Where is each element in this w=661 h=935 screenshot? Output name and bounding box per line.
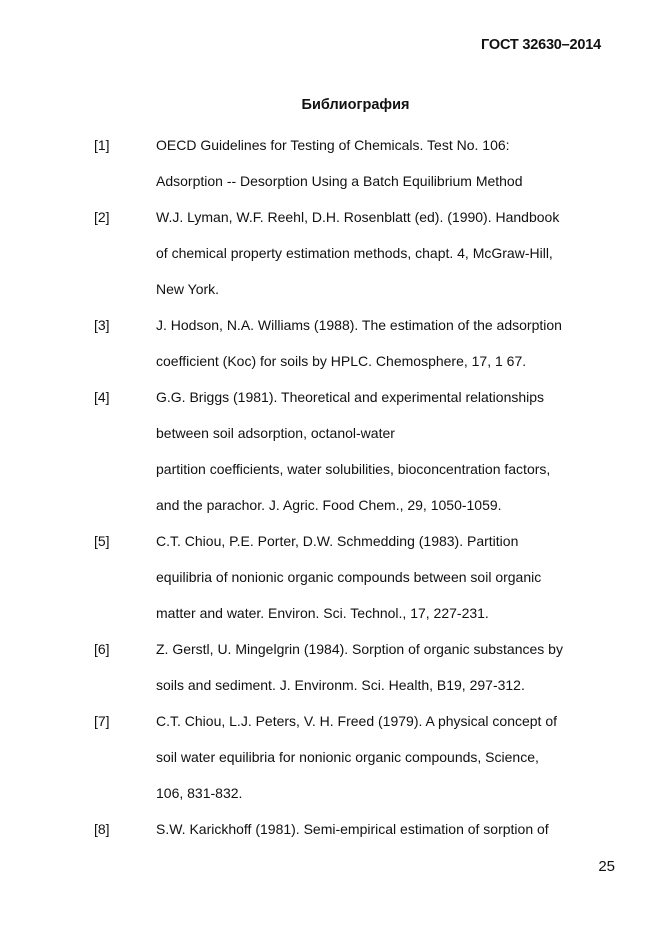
reference-number: [4] — [94, 389, 110, 405]
reference-text-line: and the parachor. J. Agric. Food Chem., 29, 1050-1059. — [156, 497, 502, 513]
reference-text-line: C.T. Chiou, P.E. Porter, D.W. Schmedding (1983). Partition — [156, 533, 519, 549]
reference-number: [1] — [94, 137, 110, 153]
reference-number: [6] — [94, 641, 110, 657]
reference-text — [156, 631, 626, 703]
reference-text-line: matter and water. Environ. Sci. Technol., 17, 227-231. — [156, 605, 489, 621]
reference-item — [0, 127, 661, 199]
reference-text — [156, 127, 626, 199]
reference-text-line: Z. Gerstl, U. Mingelgrin (1984). Sorption of organic substances by — [156, 641, 563, 657]
reference-number: [3] — [94, 317, 110, 333]
reference-item — [0, 811, 661, 847]
reference-text — [156, 523, 626, 631]
reference-text — [156, 307, 626, 379]
reference-item — [0, 307, 661, 379]
reference-text-line: partition coefficients, water solubilities, bioconcentration factors, — [156, 461, 551, 477]
section-title: Библиография — [301, 97, 410, 113]
reference-text-line: New York. — [156, 281, 220, 297]
reference-item — [0, 631, 661, 703]
reference-text-line: J. Hodson, N.A. Williams (1988). The estimation of the adsorption — [156, 317, 562, 333]
reference-text-line: equilibria of nonionic organic compounds between soil organic — [156, 569, 542, 585]
reference-text-line: C.T. Chiou, L.J. Peters, V. H. Freed (1979). A physical concept of — [156, 713, 558, 729]
reference-number: [7] — [94, 713, 110, 729]
reference-text-line: S.W. Karickhoff (1981). Semi-empirical estimation of sorption of — [156, 821, 549, 837]
reference-number: [5] — [94, 533, 110, 549]
standard-code-header: ГОСТ 32630–2014 — [481, 37, 601, 53]
reference-item — [0, 523, 661, 631]
reference-item — [0, 199, 661, 307]
reference-item — [0, 703, 661, 811]
reference-text-line: soils and sediment. J. Environm. Sci. Health, B19, 297-312. — [156, 677, 525, 693]
reference-list — [0, 127, 661, 847]
reference-item — [0, 379, 661, 523]
reference-text-line: OECD Guidelines for Testing of Chemicals. Test No. 106: — [156, 137, 510, 153]
reference-text — [156, 811, 626, 847]
reference-text-line: coefficient (Koc) for soils by HPLC. Chemosphere, 17, 1 67. — [156, 353, 527, 369]
reference-number: [2] — [94, 209, 110, 225]
reference-text-line: 106, 831-832. — [156, 785, 243, 801]
reference-text-line: between soil adsorption, octanol-water — [156, 425, 395, 441]
reference-text-line: W.J. Lyman, W.F. Reehl, D.H. Rosenblatt (ed). (1990). Handbook — [156, 209, 560, 225]
reference-text — [156, 379, 626, 523]
reference-text-line: Adsorption -- Desorption Using a Batch Equilibrium Method — [156, 173, 523, 189]
reference-number: [8] — [94, 821, 110, 837]
reference-text-line: G.G. Briggs (1981). Theoretical and experimental relationships — [156, 389, 545, 405]
reference-text-line: of chemical property estimation methods, chapt. 4, McGraw-Hill, — [156, 245, 553, 261]
page-number: 25 — [598, 858, 615, 875]
reference-text — [156, 199, 626, 307]
reference-text — [156, 703, 626, 811]
reference-text-line: soil water equilibria for nonionic organic compounds, Science, — [156, 749, 539, 765]
